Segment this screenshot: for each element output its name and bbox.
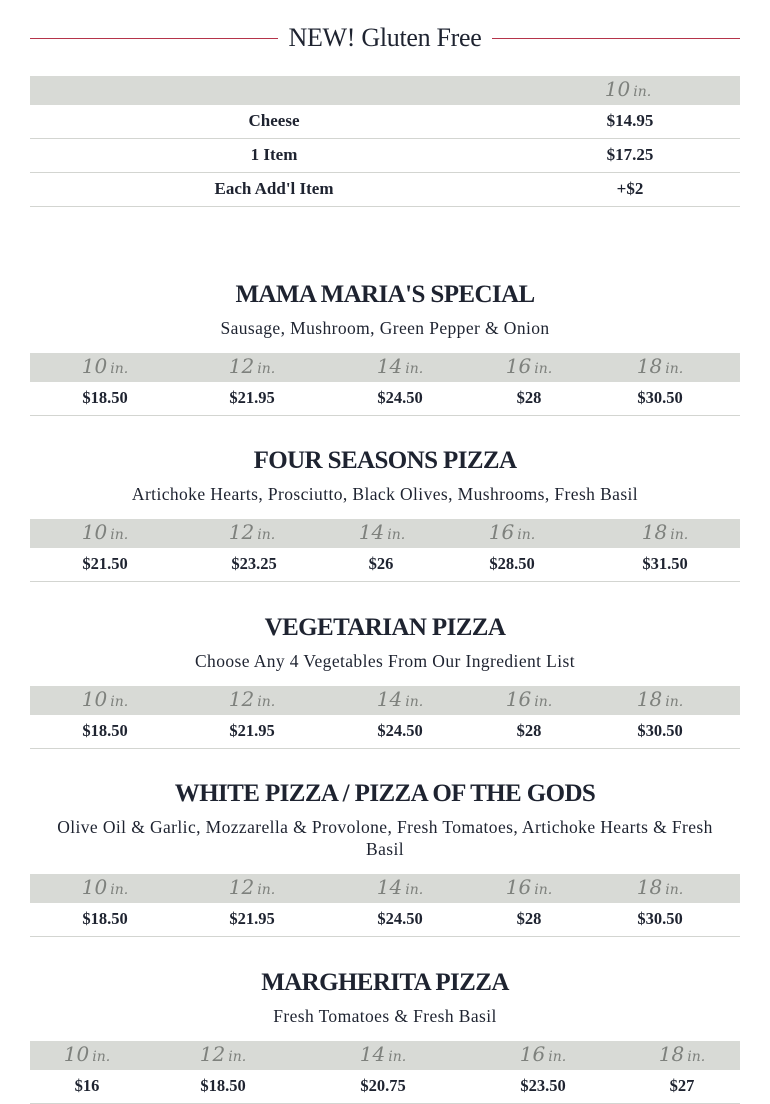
row-price: +$2: [616, 179, 644, 198]
table-row: [30, 105, 740, 139]
size-label: 10 in.: [604, 77, 652, 101]
price: $31.50: [642, 554, 688, 573]
size-label: 18 in.: [636, 687, 684, 711]
size-label: 10 in.: [81, 687, 129, 711]
price-row: [30, 903, 740, 937]
pizza-description: Artichoke Hearts, Prosciutto, Black Olives, Mushrooms, Fresh Basil: [131, 484, 639, 504]
size-label: 16 in.: [505, 687, 553, 711]
size-label: 18 in.: [636, 875, 684, 899]
pizza-section: [30, 281, 740, 416]
size-header-bar: [30, 874, 740, 903]
left-divider: [30, 38, 278, 39]
size-label: 16 in.: [488, 520, 536, 544]
price: $28: [516, 388, 542, 407]
price: $21.95: [229, 721, 275, 740]
size-header-bar: [30, 76, 740, 105]
price: $24.50: [377, 721, 423, 740]
row-label: Each Add'l Item: [214, 179, 334, 198]
size-label: 14 in.: [376, 354, 424, 378]
size-header-bar: [30, 519, 740, 548]
pizza-name: MAMA MARIA'S SPECIAL: [235, 281, 535, 308]
size-label: 16 in.: [505, 875, 553, 899]
price: $28: [516, 721, 542, 740]
price: $21.95: [229, 388, 275, 407]
price: $23.50: [520, 1076, 566, 1095]
right-divider: [492, 38, 740, 39]
size-label: 12 in.: [228, 520, 276, 544]
pizza-name: WHITE PIZZA / PIZZA OF THE GODS: [174, 780, 596, 807]
pizza-section: [30, 447, 740, 582]
pizza-section: [30, 969, 740, 1104]
size-label: 12 in.: [199, 1042, 247, 1066]
price: $26: [368, 554, 394, 573]
size-label: 16 in.: [519, 1042, 567, 1066]
price: $30.50: [637, 388, 683, 407]
pizza-section: [30, 780, 740, 937]
pizza-description: Choose Any 4 Vegetables From Our Ingredient List: [194, 651, 575, 671]
pizza-section: [30, 614, 740, 749]
gluten-free-title: NEW! Gluten Free: [288, 23, 482, 52]
price: $18.50: [82, 388, 128, 407]
price: $21.50: [82, 554, 128, 573]
size-label: 10 in.: [81, 354, 129, 378]
price: $27: [669, 1076, 695, 1095]
size-header-bar: [30, 686, 740, 715]
row-label: 1 Item: [250, 145, 298, 164]
gluten-free-heading: [30, 22, 740, 54]
price-row: [30, 715, 740, 749]
pizza-name: VEGETARIAN PIZZA: [264, 614, 506, 641]
size-header-bar: [30, 1041, 740, 1070]
row-label: Cheese: [248, 111, 300, 130]
price: $24.50: [377, 388, 423, 407]
price: $30.50: [637, 909, 683, 928]
pizza-name: MARGHERITA PIZZA: [261, 969, 509, 996]
size-label: 14 in.: [376, 875, 424, 899]
size-label: 12 in.: [228, 875, 276, 899]
row-price: $14.95: [606, 111, 654, 130]
pizza-description: Olive Oil & Garlic, Mozzarella & Provolone, Fresh Tomatoes, Artichoke Hearts & Fresh Basil: [57, 817, 713, 859]
price: $20.75: [360, 1076, 406, 1095]
size-header-bar: [30, 353, 740, 382]
size-label: 18 in.: [636, 354, 684, 378]
pizza-description: Fresh Tomatoes & Fresh Basil: [273, 1006, 497, 1026]
price: $23.25: [231, 554, 277, 573]
pizza-description: Sausage, Mushroom, Green Pepper & Onion: [220, 318, 550, 338]
price: $18.50: [82, 909, 128, 928]
price-row: [30, 1070, 740, 1104]
table-row: [30, 139, 740, 173]
price: $28.50: [489, 554, 535, 573]
size-label: 14 in.: [359, 1042, 407, 1066]
row-price: $17.25: [606, 145, 654, 164]
gluten-free-table: [30, 76, 740, 207]
price: $24.50: [377, 909, 423, 928]
price: $28: [516, 909, 542, 928]
size-label: 10 in.: [63, 1042, 111, 1066]
price: $30.50: [637, 721, 683, 740]
size-label: 18 in.: [641, 520, 689, 544]
size-label: 14 in.: [376, 687, 424, 711]
pizza-name: FOUR SEASONS PIZZA: [253, 447, 517, 474]
table-row: [30, 173, 740, 207]
size-label: 12 in.: [228, 354, 276, 378]
size-label: 18 in.: [658, 1042, 706, 1066]
size-label: 10 in.: [81, 875, 129, 899]
price: $21.95: [229, 909, 275, 928]
size-label: 10 in.: [81, 520, 129, 544]
price-row: [30, 382, 740, 416]
price: $18.50: [200, 1076, 246, 1095]
price-row: [30, 548, 740, 582]
size-label: 14 in.: [358, 520, 406, 544]
price: $18.50: [82, 721, 128, 740]
size-label: 12 in.: [228, 687, 276, 711]
size-label: 16 in.: [505, 354, 553, 378]
price: $16: [74, 1076, 100, 1095]
